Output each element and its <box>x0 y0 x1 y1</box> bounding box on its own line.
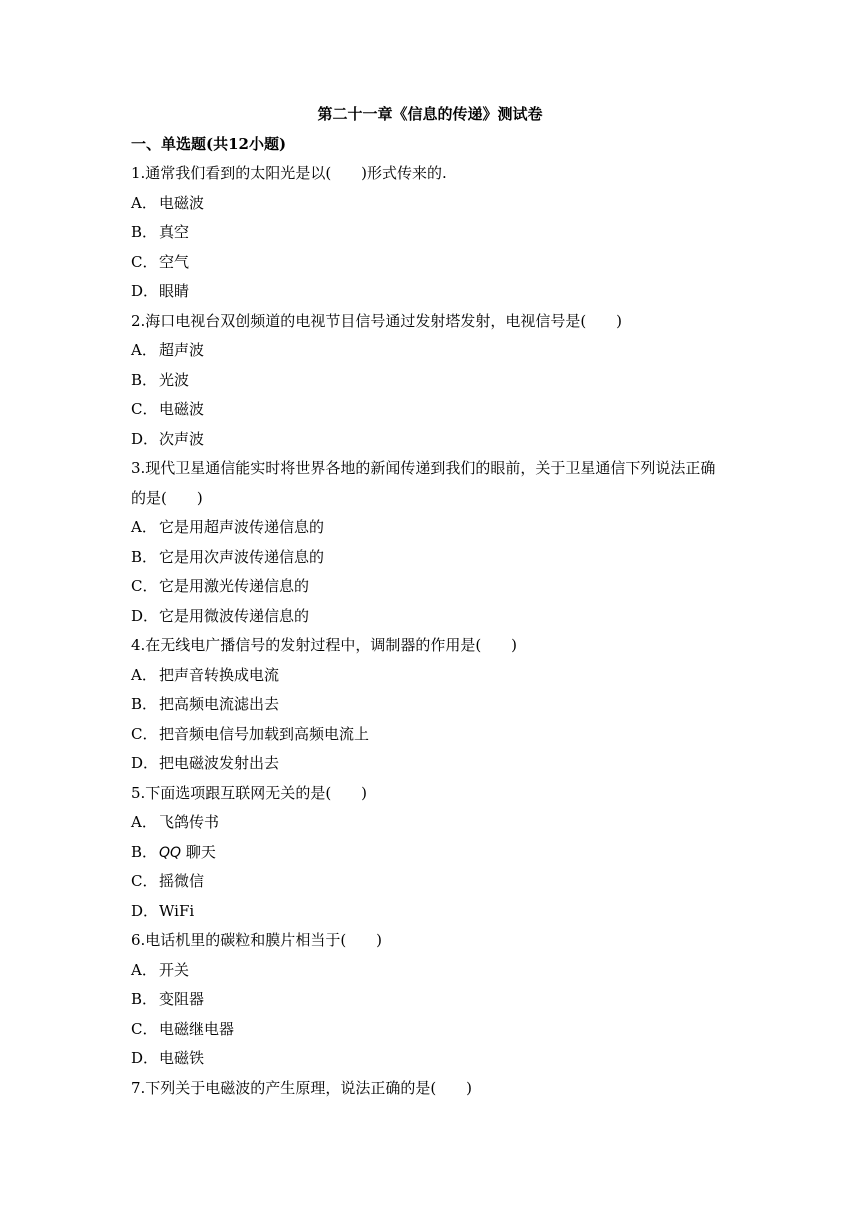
option-text: 聊天 <box>181 842 216 861</box>
answer-option <box>131 753 741 783</box>
option-letter: A． <box>131 341 157 359</box>
option-letter: A． <box>131 518 157 536</box>
option-text: WiFi <box>159 901 195 920</box>
option-text: 真空 <box>159 223 190 241</box>
option-text: 飞鸽传书 <box>159 813 220 831</box>
option-text: 它是用微波传递信息的 <box>159 606 310 625</box>
option-text: 次声波 <box>159 429 205 448</box>
option-letter: D． <box>131 901 159 920</box>
question-text: 4.在无线电广播信号的发射过程中，调制器的作用是( ) <box>131 636 518 654</box>
answer-option <box>131 1048 741 1078</box>
option-letter: C． <box>131 872 158 890</box>
option-text: 把高频电流滤出去 <box>159 695 280 713</box>
answer-option <box>131 989 741 1019</box>
question-text: 5.下面选项跟互联网无关的是( ) <box>131 783 368 802</box>
option-text: 光波 <box>159 370 190 389</box>
option-letter: B． <box>131 370 158 389</box>
option-text: 电磁继电器 <box>159 1019 235 1038</box>
option-letter: B． <box>131 990 158 1008</box>
option-text: 超声波 <box>159 341 205 359</box>
option-text: 空气 <box>159 252 190 271</box>
answer-option <box>131 724 741 754</box>
option-letter: D． <box>131 606 159 625</box>
answer-option <box>131 842 741 872</box>
option-text: 变阻器 <box>159 990 205 1008</box>
answer-option <box>131 960 741 990</box>
question-text: 1.通常我们看到的太阳光是以( )形式传来的. <box>131 164 447 182</box>
answer-option <box>131 665 741 695</box>
option-letter: A． <box>131 665 157 684</box>
option-italic-text: QQ <box>159 844 182 861</box>
option-text: 摇微信 <box>159 872 205 890</box>
answer-option <box>131 429 741 459</box>
question-text: 7.下列关于电磁波的产生原理，说法正确的是( ) <box>131 1078 473 1097</box>
question-text: 6.电话机里的碳粒和膜片相当于( ) <box>131 931 383 949</box>
option-letter: B． <box>131 223 158 241</box>
answer-option <box>131 281 741 311</box>
option-letter: C． <box>131 724 158 743</box>
option-text: 开关 <box>159 960 190 979</box>
option-letter: B． <box>131 547 158 566</box>
option-text: 电磁波 <box>159 400 205 418</box>
answer-option <box>131 399 741 429</box>
answer-option <box>131 901 741 931</box>
option-text: 它是用次声波传递信息的 <box>159 547 325 566</box>
option-letter: A． <box>131 813 157 831</box>
option-letter: D． <box>131 429 159 448</box>
option-text: 把电磁波发射出去 <box>159 754 280 772</box>
option-letter: C． <box>131 577 158 595</box>
answer-option <box>131 606 741 636</box>
option-letter: D． <box>131 282 159 300</box>
answer-option <box>131 222 741 252</box>
option-text: 把声音转换成电流 <box>159 665 280 684</box>
answer-option <box>131 517 741 547</box>
question-list <box>131 163 741 1107</box>
option-letter: D． <box>131 1049 159 1067</box>
answer-option <box>131 252 741 282</box>
option-text: 电磁铁 <box>159 1049 205 1067</box>
option-letter: A． <box>131 193 157 212</box>
option-text: 电磁波 <box>159 193 205 212</box>
answer-option <box>131 576 741 606</box>
option-text: 它是用激光传递信息的 <box>159 577 310 595</box>
answer-option <box>131 1019 741 1049</box>
question-text: 2.海口电视台双创频道的电视节目信号通过发射塔发射，电视信号是( ) <box>131 311 623 330</box>
option-letter: A． <box>131 960 157 979</box>
option-text: 眼睛 <box>159 282 190 300</box>
answer-option <box>131 193 741 223</box>
answer-option <box>131 370 741 400</box>
option-letter: C． <box>131 252 158 271</box>
answer-option <box>131 547 741 577</box>
section-heading: 一、单选题(共12小题) <box>131 135 287 153</box>
page-title: 第二十一章《信息的传递》测试卷 <box>317 105 543 123</box>
option-letter: B． <box>131 695 158 713</box>
option-letter: C． <box>131 400 158 418</box>
answer-option <box>131 340 741 370</box>
option-letter: B． <box>131 842 158 861</box>
option-letter: C． <box>131 1019 158 1038</box>
question-text: 的是( ) <box>131 488 203 507</box>
answer-option <box>131 812 741 842</box>
option-letter: D． <box>131 754 159 772</box>
answer-option <box>131 871 741 901</box>
option-text: 它是用超声波传递信息的 <box>159 518 325 536</box>
option-text: 把音频电信号加载到高频电流上 <box>159 724 370 743</box>
answer-option <box>131 694 741 724</box>
question-text: 3.现代卫星通信能实时将世界各地的新闻传递到我们的眼前，关于卫星通信下列说法正确 <box>131 459 716 477</box>
